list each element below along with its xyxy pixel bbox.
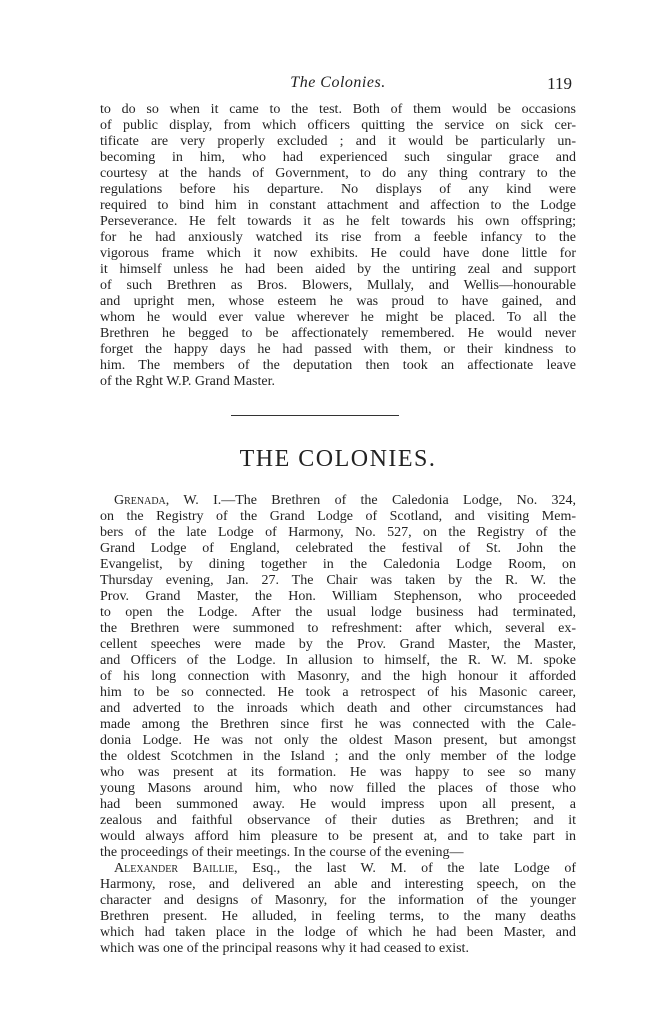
text-line — [100, 493, 576, 509]
text-line: of public display, from which officers quitting the service on sick cer- — [100, 118, 576, 133]
text-line-rest: , W. I.—The Brethren of the Caledonia Lodge, No. 324, — [165, 493, 576, 508]
text-line: becoming in him, who had experienced such singular grace and — [100, 150, 576, 165]
text-line: made among the Brethren since first he was connected with the Cale- — [100, 717, 576, 732]
text-line: who was present at its formation. He was happy to see so many — [100, 765, 576, 780]
text-line: Thursday evening, Jan. 27. The Chair was taken by the R. W. the — [100, 573, 576, 588]
text-line: cellent speeches were made by the Prov. Grand Master, the Master, — [100, 637, 576, 652]
text-line: regulations before his departure. No displays of any kind were — [100, 182, 576, 197]
section-divider — [231, 415, 399, 416]
text-line: zealous and faithful observance of their duties as Brethren; and it — [100, 813, 576, 828]
text-line: to do so when it came to the test. Both of them would be occasions — [100, 102, 576, 117]
text-line: Prov. Grand Master, the Hon. William Stephenson, who proceeded — [100, 589, 576, 604]
text-line: him. The members of the deputation then took an affectionate leave — [100, 358, 576, 373]
text-line: required to bind him in constant attachment and affection to the Lodge — [100, 198, 576, 213]
text-line: which had taken place in the lodge of which he had been Master, and — [100, 925, 576, 940]
text-line: to open the Lodge. After the usual lodge business had terminated, — [100, 605, 576, 620]
text-line: tificate are very properly excluded ; and it would be particularly un- — [100, 134, 576, 149]
section-title: THE COLONIES. — [239, 446, 437, 472]
running-title: The Colonies. — [290, 74, 386, 91]
text-line: would always afford him pleasure to be present at, and to take part in — [100, 829, 576, 844]
text-line: the proceedings of their meetings. In the course of the evening— — [100, 845, 464, 860]
text-line: and adverted to the inroads which death and other circumstances had — [100, 701, 576, 716]
text-line: Brethren present. He alluded, in feeling terms, to the many deaths — [100, 909, 576, 924]
continuation-paragraph — [100, 102, 576, 390]
text-line: which was one of the principal reasons why it had ceased to exist. — [100, 941, 469, 956]
text-line: Grand Lodge of England, celebrated the festival of St. John the — [100, 541, 576, 556]
text-line: Brethren he begged to be affectionately remembered. He would never — [100, 326, 576, 341]
text-line-rest: , Esq., the last W. M. of the late Lodge of — [234, 861, 576, 876]
text-line: Perseverance. He felt towards it as he felt towards his own offspring; — [100, 214, 576, 229]
text-line: bers of the late Lodge of Harmony, No. 527, on the Registry of the — [100, 525, 576, 540]
text-line: of such Brethren as Bros. Blowers, Mullaly, and Wellis—honourable — [100, 278, 576, 293]
text-line: donia Lodge. He was not only the oldest Mason present, but amongst — [100, 733, 576, 748]
text-line: of the Rght W.P. Grand Master. — [100, 374, 275, 389]
text-line: Harmony, rose, and delivered an able and interesting speech, on the — [100, 877, 576, 892]
lead-place: Grenada — [114, 493, 166, 508]
text-line: for he had anxiously watched its rise from a feeble infancy to the — [100, 230, 576, 245]
text-line: him to be so connected. He took a retrospect of his Masonic career, — [100, 685, 576, 700]
article-paragraph-second — [100, 861, 576, 957]
text-line: vigorous frame which it now exhibits. He could have done little for — [100, 246, 576, 261]
article-body — [100, 493, 576, 957]
text-line: the oldest Scotchmen in the Island ; and the only member of the lodge — [100, 749, 576, 764]
continuation-text — [100, 102, 576, 390]
text-line: forget the happy days he had passed with them, or their kindness to — [100, 342, 576, 357]
text-line: had been summoned away. He would impress upon all present, a — [100, 797, 576, 812]
text-line: whom he would ever value wherever he might be placed. To all the — [100, 310, 576, 325]
text-line — [100, 861, 576, 877]
text-line: young Masons around him, who now filled the places of those who — [100, 781, 576, 796]
article-paragraph — [100, 493, 576, 861]
lead-name: Alexander Baillie — [114, 861, 235, 876]
text-line: on the Registry of the Grand Lodge of Scotland, and visiting Mem- — [100, 509, 576, 524]
text-line: character and designs of Masonry, for the information of the younger — [100, 893, 576, 908]
running-head — [100, 74, 576, 96]
text-line: and Officers of the Lodge. In allusion to himself, the R. W. M. spoke — [100, 653, 576, 668]
text-line: of his long connection with Masonry, and the high honour it afforded — [100, 669, 576, 684]
text-line: and upright men, whose esteem he was proud to have gained, and — [100, 294, 576, 309]
page-number: 119 — [547, 74, 572, 93]
text-line: it himself unless he had been aided by the untiring zeal and support — [100, 262, 576, 277]
text-line: the Brethren were summoned to refreshment: after which, several ex- — [100, 621, 576, 636]
text-line: courtesy at the hands of Government, to do any thing contrary to the — [100, 166, 576, 181]
text-line: Evangelist, by dining together in the Caledonia Lodge Room, on — [100, 557, 576, 572]
